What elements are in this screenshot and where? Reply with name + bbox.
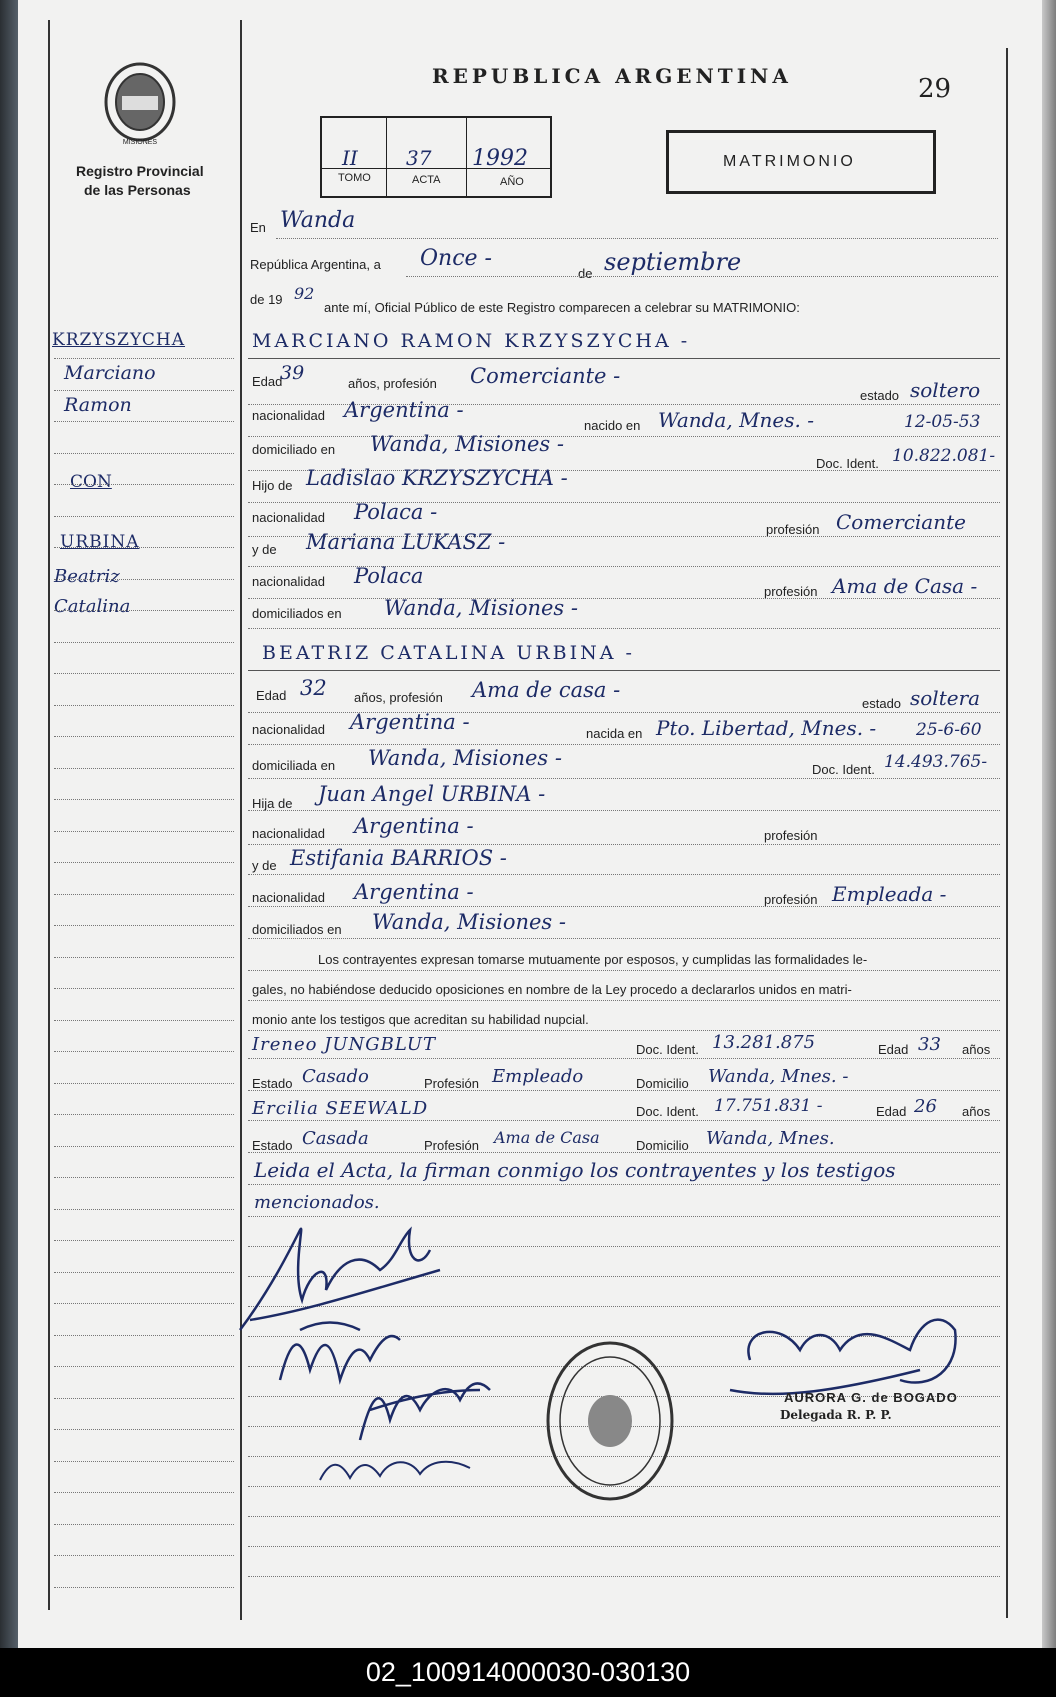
margin-rule	[54, 547, 234, 548]
margin-rule	[54, 1335, 234, 1336]
label-nacionalidad: nacionalidad	[252, 890, 326, 905]
rule	[248, 436, 1000, 437]
label-doc-ident: Doc. Ident.	[812, 762, 875, 777]
label-edad-w1: Edad	[878, 1042, 909, 1057]
label-nacionalidad: nacionalidad	[252, 722, 326, 737]
groom-full-name: MARCIANO RAMON KRZYSZYCHA -	[252, 330, 691, 352]
rule	[248, 938, 1000, 939]
closing-line1: Leida el Acta, la firman conmigo los contrayentes y los testigos	[254, 1158, 896, 1182]
en-label: En	[250, 220, 266, 235]
registry-stamp	[540, 1336, 680, 1506]
intro-statement: ante mí, Oficial Público de este Registro comparecen a celebrar su MATRIMONIO:	[324, 300, 800, 315]
margin-con: CON	[70, 472, 112, 492]
margin-rule	[54, 516, 234, 517]
margin-rule	[54, 1303, 234, 1304]
margin-given-bride-1: Beatriz	[54, 566, 120, 587]
witness2-age: 26	[914, 1096, 937, 1117]
province-seal-icon	[100, 60, 180, 150]
margin-rule	[54, 957, 234, 958]
bride-profession: Ama de casa -	[472, 678, 621, 702]
witness1-doc: 13.281.875	[712, 1032, 816, 1053]
margin-rule	[54, 1492, 234, 1493]
image-code: 02_100914000030-030130	[0, 1648, 1056, 1697]
month: septiembre	[604, 248, 742, 276]
rule	[248, 1058, 1000, 1059]
label-doc-ident: Doc. Ident.	[816, 456, 879, 471]
label-profesion: profesión	[764, 828, 818, 843]
witness2-profession: Ama de Casa	[494, 1128, 600, 1147]
label-nacionalidad: nacionalidad	[252, 408, 326, 423]
bride-father: Juan Angel URBINA -	[318, 782, 546, 806]
de-label: de	[578, 266, 593, 281]
rule	[248, 598, 1000, 599]
rule	[248, 358, 1000, 359]
rule	[248, 628, 1000, 629]
margin-rule	[54, 1051, 234, 1052]
margin-rule	[54, 831, 234, 832]
rule	[248, 744, 1000, 745]
margin-rule	[54, 1146, 234, 1147]
margin-rule	[54, 1587, 234, 1588]
rule	[248, 1000, 1000, 1001]
label-hijo-de: Hijo de	[252, 478, 293, 493]
label-nacionalidad: nacionalidad	[252, 574, 326, 589]
right-column-rule	[1006, 48, 1008, 1618]
bride-parents-domicile: Wanda, Misiones -	[372, 910, 566, 934]
groom-father-profession: Comerciante	[836, 510, 966, 534]
label-profesion-w1: Profesión	[424, 1076, 479, 1091]
page-edge	[1042, 0, 1056, 1648]
groom-doc: 10.822.081-	[892, 446, 996, 466]
label-anos-profesion: años, profesión	[348, 376, 437, 391]
label-domiciliados-en: domiciliados en	[252, 606, 342, 621]
day: Once -	[420, 246, 492, 271]
margin-rule	[54, 453, 234, 454]
rule	[406, 276, 998, 277]
groom-birthdate: 12-05-53	[904, 412, 981, 432]
margin-rule	[54, 421, 234, 422]
rule	[248, 1030, 1000, 1031]
label-nacido-en: nacido en	[584, 418, 641, 433]
margin-rule	[54, 358, 234, 359]
margin-rule	[54, 1083, 234, 1084]
act-type-label: MATRIMONIO	[723, 153, 856, 170]
label-edad-w2: Edad	[876, 1104, 907, 1119]
margin-rule	[54, 1020, 234, 1021]
margin-rule	[54, 1555, 234, 1556]
republica-label: República Argentina, a	[250, 257, 381, 272]
rule	[276, 238, 998, 239]
bride-father-nationality: Argentina -	[354, 814, 474, 838]
margin-rule	[54, 1240, 234, 1241]
rule	[248, 778, 1000, 779]
label-anos-w2: años	[962, 1104, 991, 1119]
groom-birthplace: Wanda, Mnes. -	[658, 408, 814, 432]
margin-surname-groom: KRZYSZYCHA	[52, 330, 186, 350]
book-spine	[0, 0, 18, 1648]
svg-text:MISIONES: MISIONES	[122, 139, 158, 146]
groom-domicile: Wanda, Misiones -	[370, 432, 564, 456]
bride-domicile: Wanda, Misiones -	[368, 746, 562, 770]
officer-title: Delegada R. P. P.	[780, 1408, 892, 1422]
body-rule	[248, 1546, 1000, 1547]
label-profesion: profesión	[764, 892, 818, 907]
body-rule	[248, 1516, 1000, 1517]
groom-nationality: Argentina -	[344, 398, 464, 422]
margin-rule	[54, 925, 234, 926]
margin-rule	[54, 1461, 234, 1462]
witness1-profession: Empleado	[492, 1066, 584, 1087]
label-hija-de: Hija de	[252, 796, 293, 811]
rule	[248, 1090, 1000, 1091]
rule	[248, 670, 1000, 671]
margin-rule	[54, 988, 234, 989]
rule	[248, 1184, 1000, 1185]
bride-mother-profession: Empleada -	[832, 882, 947, 906]
groom-mother-profession: Ama de Casa -	[832, 574, 978, 598]
margin-rule	[54, 1177, 234, 1178]
label-edad: Edad	[256, 688, 287, 703]
witness1-status: Casado	[302, 1066, 369, 1087]
margin-rule	[54, 1209, 234, 1210]
place: Wanda	[280, 208, 356, 233]
label-profesion: profesión	[766, 522, 820, 537]
margin-rule	[54, 862, 234, 863]
label-y-de: y de	[252, 542, 277, 557]
label-anos-profesion: años, profesión	[354, 690, 443, 705]
acta-value: 37	[406, 146, 432, 170]
label-domicilio-w2: Domicilio	[636, 1138, 689, 1153]
margin-rule	[54, 894, 234, 895]
margin-rule	[54, 484, 234, 485]
groom-age: 39	[280, 362, 305, 384]
rule	[248, 970, 1000, 971]
margin-given-bride-2: Catalina	[54, 596, 131, 617]
groom-status: soltero	[910, 378, 981, 402]
bride-mother: Estifania BARRIOS -	[290, 846, 507, 870]
groom-father-nationality: Polaca -	[354, 500, 438, 524]
year-prefix: de 19	[250, 292, 283, 307]
bride-age: 32	[300, 676, 327, 700]
bride-mother-nationality: Argentina -	[354, 880, 474, 904]
margin-rule	[54, 579, 234, 580]
label-estado: estado	[862, 696, 902, 711]
groom-father: Ladislao KRZYSZYCHA -	[306, 466, 568, 490]
label-estado-w1: Estado	[252, 1076, 293, 1091]
margin-given-groom-1: Marciano	[64, 362, 156, 384]
margin-column-rule	[48, 20, 50, 1610]
rule	[248, 874, 1000, 875]
label-doc-ident-w2: Doc. Ident.	[636, 1104, 699, 1119]
body-column-rule	[240, 20, 242, 1620]
declaration-line1: Los contrayentes expresan tomarse mutuamente por esposos, y cumplidas las formalidades le-	[318, 952, 868, 967]
label-estado-w2: Estado	[252, 1138, 293, 1153]
groom-mother: Mariana LUKASZ -	[306, 530, 506, 554]
label-anos-w1: años	[962, 1042, 991, 1057]
label-y-de: y de	[252, 858, 277, 873]
margin-rule	[54, 610, 234, 611]
rule	[248, 810, 1000, 811]
witness1-signature	[340, 1360, 510, 1450]
witness2-domicile: Wanda, Mnes.	[706, 1128, 835, 1149]
witness1-domicile: Wanda, Mnes. -	[708, 1066, 849, 1087]
margin-rule	[54, 736, 234, 737]
margin-rule	[54, 1114, 234, 1115]
country-heading: REPUBLICA ARGENTINA	[432, 64, 792, 88]
closing-line2: mencionados.	[254, 1192, 380, 1213]
witness2-name: Ercilia SEEWALD	[252, 1098, 429, 1119]
registry-name-line2: de las Personas	[84, 182, 191, 198]
act-type-box	[666, 130, 936, 194]
label-nacida-en: nacida en	[586, 726, 643, 741]
margin-rule	[54, 1429, 234, 1430]
witness2-status: Casada	[302, 1128, 369, 1149]
margin-given-groom-2: Ramon	[64, 394, 132, 416]
declaration-line3: monio ante los testigos que acreditan su habilidad nupcial.	[252, 1012, 589, 1027]
label-edad: Edad	[252, 374, 283, 389]
label-domicilio-w1: Domicilio	[636, 1076, 689, 1091]
margin-rule	[54, 768, 234, 769]
margin-rule	[54, 1524, 234, 1525]
officer-name: AURORA G. de BOGADO	[784, 1390, 958, 1405]
groom-parents-domicile: Wanda, Misiones -	[384, 596, 578, 620]
margin-rule	[54, 642, 234, 643]
label-doc-ident-w1: Doc. Ident.	[636, 1042, 699, 1057]
margin-rule	[54, 1366, 234, 1367]
rule	[248, 844, 1000, 845]
groom-profession: Comerciante -	[470, 364, 621, 388]
margin-surname-bride: URBINA	[60, 532, 140, 552]
witness2-doc: 17.751.831 -	[714, 1096, 823, 1116]
groom-mother-nationality: Polaca	[354, 564, 424, 588]
ano-value: 1992	[472, 146, 528, 171]
label-nacionalidad: nacionalidad	[252, 510, 326, 525]
rule	[248, 906, 1000, 907]
tomo-label: TOMO	[338, 172, 371, 184]
rule	[248, 1120, 1000, 1121]
acta-label: ACTA	[412, 174, 441, 186]
bride-full-name: BEATRIZ CATALINA URBINA -	[262, 642, 635, 664]
witness2-signature	[310, 1440, 490, 1490]
volume-record-box	[320, 116, 552, 198]
label-nacionalidad: nacionalidad	[252, 826, 326, 841]
margin-rule	[54, 390, 234, 391]
declaration-line2: gales, no habiéndose deducido oposiciones en nombre de la Ley procedo a declararlos unidos en matri-	[252, 982, 852, 997]
label-domiciliados-en: domiciliados en	[252, 922, 342, 937]
margin-rule	[54, 673, 234, 674]
margin-rule	[54, 1272, 234, 1273]
label-profesion-w2: Profesión	[424, 1138, 479, 1153]
bride-status: soltera	[910, 686, 981, 710]
bride-birthdate: 25-6-60	[916, 720, 982, 740]
margin-rule	[54, 705, 234, 706]
label-domiciliada-en: domiciliada en	[252, 758, 336, 773]
witness1-name: Ireneo JUNGBLUT	[252, 1034, 437, 1055]
label-profesion: profesión	[764, 584, 818, 599]
bride-birthplace: Pto. Libertad, Mnes. -	[656, 716, 877, 740]
tomo-value: II	[342, 146, 358, 170]
witness1-age: 33	[918, 1034, 941, 1055]
bride-doc: 14.493.765-	[884, 752, 988, 772]
registry-name-line1: Registro Provincial	[76, 163, 204, 179]
ano-label: AÑO	[500, 176, 524, 188]
bride-nationality: Argentina -	[350, 710, 470, 734]
rule	[248, 1152, 1000, 1153]
margin-rule	[54, 799, 234, 800]
page-number: 29	[918, 74, 952, 104]
label-domiciliado-en: domiciliado en	[252, 442, 336, 457]
body-rule	[248, 1576, 1000, 1577]
label-estado: estado	[860, 388, 900, 403]
year-suffix: 92	[294, 284, 315, 303]
margin-rule	[54, 1398, 234, 1399]
